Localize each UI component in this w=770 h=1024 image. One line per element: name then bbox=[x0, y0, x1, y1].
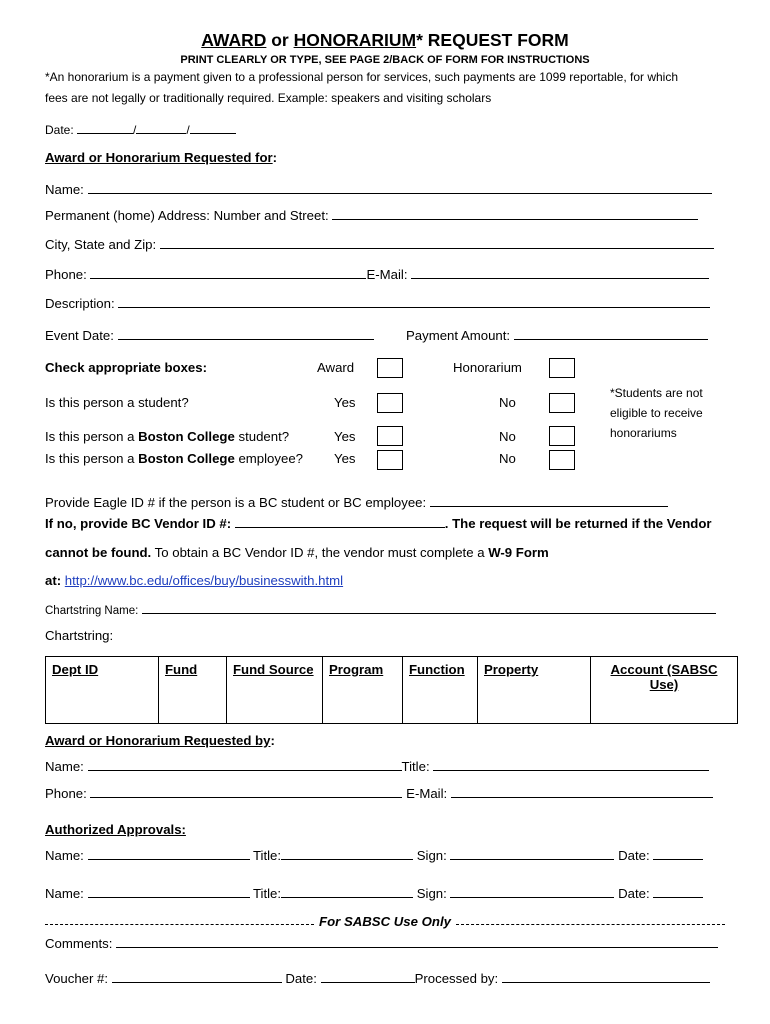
vendor-id-label: If no, provide BC Vendor ID #: bbox=[45, 516, 232, 531]
bc-employee-yes-checkbox[interactable] bbox=[377, 450, 403, 470]
print-instructions: PRINT CLEARLY OR TYPE, SEE PAGE 2/BACK OF FORM FOR INSTRUCTIONS bbox=[180, 54, 590, 66]
approver1-title-field[interactable] bbox=[281, 848, 413, 860]
bc-employee-no-label: No bbox=[499, 451, 516, 466]
recipient-phone-field[interactable] bbox=[90, 267, 366, 279]
date-sep-1: / bbox=[133, 123, 137, 137]
account-cell[interactable]: Account (SABSC Use) bbox=[591, 657, 738, 724]
recipient-name-row bbox=[45, 182, 712, 197]
bc-student-no-label: No bbox=[499, 429, 516, 444]
bc-student-no-checkbox[interactable] bbox=[549, 426, 575, 446]
date-year-field[interactable] bbox=[190, 122, 236, 134]
sabsc-divider-right bbox=[456, 918, 725, 925]
approver1-name-field[interactable] bbox=[88, 848, 250, 860]
bc-employee-yes-label: Yes bbox=[334, 451, 356, 466]
voucher-row bbox=[45, 971, 710, 986]
payment-amount-label: Payment Amount: bbox=[406, 328, 511, 343]
chartstring-name-field[interactable] bbox=[142, 602, 716, 614]
bc-employee-no-checkbox[interactable] bbox=[549, 450, 575, 470]
approver2-date-field[interactable] bbox=[653, 886, 703, 898]
payment-amount-row bbox=[406, 328, 708, 343]
fund-cell[interactable]: Fund bbox=[159, 657, 227, 724]
date-day-field[interactable] bbox=[136, 122, 186, 134]
chartstring-label: Chartstring: bbox=[45, 628, 114, 643]
requester-title-field[interactable] bbox=[433, 759, 709, 771]
address-field[interactable] bbox=[332, 208, 698, 220]
address-label: Permanent (home) Address: Number and Street: bbox=[45, 208, 329, 223]
requester-email-label: E-Mail: bbox=[406, 786, 448, 801]
recipient-name-field[interactable] bbox=[88, 182, 712, 194]
city-label: City, State and Zip: bbox=[45, 237, 157, 252]
award-option-label: Award bbox=[317, 360, 355, 375]
requester-phone-row bbox=[45, 786, 713, 801]
honorarium-checkbox[interactable] bbox=[549, 358, 575, 378]
voucher-label: Voucher #: bbox=[45, 971, 109, 986]
title-rest: * REQUEST FORM bbox=[416, 30, 569, 50]
student-no-label: No bbox=[499, 395, 516, 410]
processed-by-field[interactable] bbox=[502, 971, 710, 983]
address-row bbox=[45, 208, 698, 223]
city-field[interactable] bbox=[160, 237, 714, 249]
property-cell[interactable]: Property bbox=[478, 657, 591, 724]
payment-amount-field[interactable] bbox=[514, 328, 708, 340]
chartstring-row bbox=[46, 657, 738, 724]
businesswith-link[interactable]: http://www.bc.edu/offices/buy/businesswith.html bbox=[64, 573, 344, 588]
comments-field[interactable] bbox=[116, 936, 718, 948]
honorarium-footnote-line2: fees are not legally or traditionally required. Example: speakers and visiting scholars bbox=[45, 91, 492, 105]
award-checkbox[interactable] bbox=[377, 358, 403, 378]
approver2-name-field[interactable] bbox=[88, 886, 250, 898]
date-sep-2: / bbox=[186, 123, 190, 137]
sabsc-divider bbox=[45, 914, 725, 929]
honorarium-footnote-line1: *An honorarium is a payment given to a professional person for services, such payments are 1099 reportable, for which bbox=[45, 70, 678, 84]
approver2-sign-field[interactable] bbox=[450, 886, 614, 898]
approval-row-1: Name: Title: Sign: Date: bbox=[45, 848, 703, 863]
sabsc-label: For SABSC Use Only bbox=[319, 914, 451, 929]
title-award: AWARD bbox=[201, 30, 267, 50]
description-field[interactable] bbox=[118, 296, 710, 308]
vendor-id-field[interactable] bbox=[235, 516, 445, 528]
phone-email-row bbox=[45, 267, 709, 282]
bc-student-question: Is this person a Boston College student? bbox=[45, 429, 290, 444]
date-label: Date: bbox=[45, 123, 74, 137]
program-cell[interactable]: Program bbox=[323, 657, 403, 724]
voucher-field[interactable] bbox=[112, 971, 282, 983]
w9-row: cannot be found. To obtain a BC Vendor ID #, the vendor must complete a W-9 Form bbox=[45, 545, 549, 560]
student-question: Is this person a student? bbox=[45, 395, 189, 410]
dept-id-cell[interactable]: Dept ID bbox=[46, 657, 159, 724]
chartstring-name-label: Chartstring Name: bbox=[45, 605, 139, 617]
eagle-id-field[interactable] bbox=[430, 495, 668, 507]
fund-source-cell[interactable]: Fund Source bbox=[227, 657, 323, 724]
comments-label: Comments: bbox=[45, 936, 113, 951]
requester-phone-field[interactable] bbox=[90, 786, 402, 798]
function-cell[interactable]: Function bbox=[403, 657, 478, 724]
student-yes-label: Yes bbox=[334, 395, 356, 410]
student-yes-checkbox[interactable] bbox=[377, 393, 403, 413]
requester-name-row bbox=[45, 759, 709, 774]
approvals-heading: Authorized Approvals: bbox=[45, 822, 186, 837]
voucher-date-field[interactable] bbox=[321, 971, 415, 983]
sabsc-divider-left bbox=[45, 918, 314, 925]
student-no-checkbox[interactable] bbox=[549, 393, 575, 413]
chartstring-table bbox=[45, 656, 738, 724]
date-month-field[interactable] bbox=[77, 122, 133, 134]
requester-title-label: Title: bbox=[401, 759, 430, 774]
event-date-row bbox=[45, 328, 374, 343]
processed-by-label: Processed by: bbox=[414, 971, 499, 986]
bc-employee-question: Is this person a Boston College employee? bbox=[45, 451, 303, 466]
approver2-title-field[interactable] bbox=[281, 886, 413, 898]
requested-by-heading: Award or Honorarium Requested by: bbox=[45, 733, 275, 748]
title-honorarium: HONORARIUM bbox=[293, 30, 417, 50]
form-title bbox=[0, 30, 770, 51]
vendor-warning: . The request will be returned if the Vendor bbox=[444, 516, 712, 531]
approver1-date-field[interactable] bbox=[653, 848, 703, 860]
w9-form-label: W-9 Form bbox=[488, 545, 549, 560]
requested-for-heading: Award or Honorarium Requested for: bbox=[45, 150, 278, 165]
eagle-id-label: Provide Eagle ID # if the person is a BC student or BC employee: bbox=[45, 495, 427, 510]
bc-student-yes-checkbox[interactable] bbox=[377, 426, 403, 446]
bc-student-yes-label: Yes bbox=[334, 429, 356, 444]
event-date-label: Event Date: bbox=[45, 328, 114, 343]
check-boxes-heading: Check appropriate boxes: bbox=[45, 360, 207, 375]
recipient-email-label: E-Mail: bbox=[366, 267, 408, 282]
student-note: *Students are not eligible to receive honorariums bbox=[610, 386, 703, 440]
recipient-email-field[interactable] bbox=[411, 267, 709, 279]
honorarium-option-label: Honorarium bbox=[453, 360, 522, 375]
vendor-id-row bbox=[45, 516, 712, 531]
description-row bbox=[45, 296, 710, 311]
description-label: Description: bbox=[45, 296, 115, 311]
eagle-id-row bbox=[45, 495, 668, 510]
requester-email-field[interactable] bbox=[451, 786, 713, 798]
recipient-phone-label: Phone: bbox=[45, 267, 87, 282]
voucher-date-label: Date: bbox=[285, 971, 317, 986]
recipient-name-label: Name: bbox=[45, 182, 84, 197]
chartstring-name-row bbox=[45, 602, 716, 617]
city-row bbox=[45, 237, 714, 252]
comments-row bbox=[45, 936, 718, 951]
event-date-field[interactable] bbox=[118, 328, 374, 340]
approver1-sign-field[interactable] bbox=[450, 848, 614, 860]
approval-row-2: Name: Title: Sign: Date: bbox=[45, 886, 703, 901]
requester-name-label: Name: bbox=[45, 759, 84, 774]
title-or: or bbox=[266, 30, 294, 50]
requester-name-field[interactable] bbox=[88, 759, 402, 771]
date-row bbox=[45, 122, 236, 137]
url-row: at: http://www.bc.edu/offices/buy/businesswith.html bbox=[45, 573, 344, 588]
requester-phone-label: Phone: bbox=[45, 786, 87, 801]
